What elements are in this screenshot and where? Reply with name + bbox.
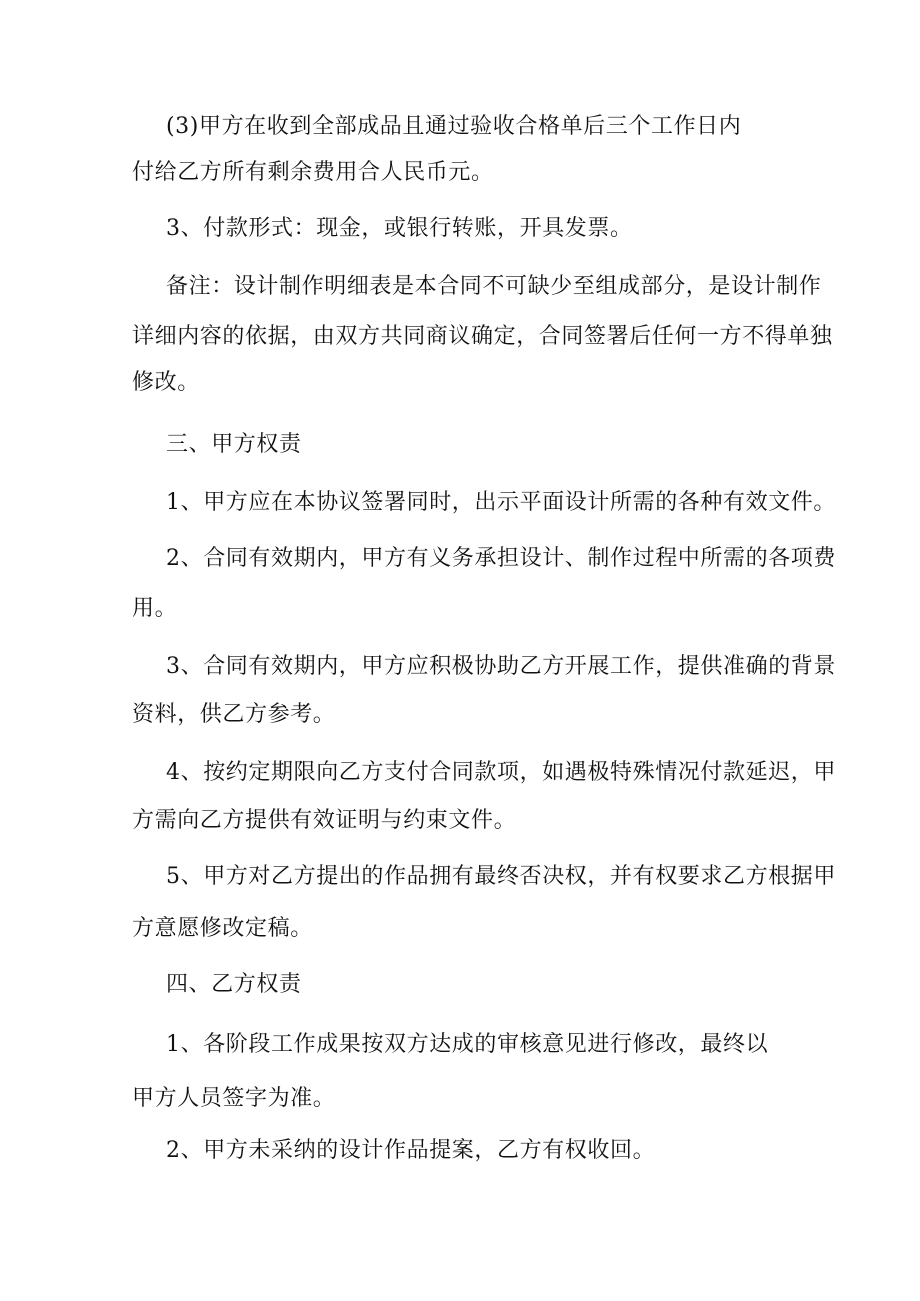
paragraph-line: 修改。 <box>132 370 200 395</box>
paragraph-line: 甲方人员签字为准。 <box>132 1086 336 1111</box>
paragraph-line: 5、甲方对乙方提出的作品拥有最终否决权，并有权要求乙方根据甲 <box>166 864 836 889</box>
paragraph-line: (3)甲方在收到全部成品且通过验收合格单后三个工作日内 <box>166 114 742 139</box>
paragraph-line: 2、甲方未采纳的设计作品提案，乙方有权收回。 <box>166 1138 656 1163</box>
paragraph-line: 2、合同有效期内，甲方有义务承担设计、制作过程中所需的各项费 <box>166 546 836 571</box>
paragraph-line: 1、各阶段工作成果按双方达成的审核意见进行修改，最终以 <box>166 1032 769 1057</box>
paragraph-line: 备注：设计制作明细表是本合同不可缺少至组成部分，是设计制作 <box>166 274 822 299</box>
section-heading: 三、甲方权责 <box>166 432 302 457</box>
paragraph-line: 资料，供乙方参考。 <box>132 702 336 727</box>
paragraph-line: 方需向乙方提供有效证明与约束文件。 <box>132 808 517 833</box>
paragraph-line: 1、甲方应在本协议签署同时，出示平面设计所需的各种有效文件。 <box>166 490 836 515</box>
paragraph-line: 方意愿修改定稿。 <box>132 916 313 941</box>
paragraph-line: 4、按约定期限向乙方支付合同款项，如遇极特殊情况付款延迟，甲 <box>166 760 836 785</box>
paragraph-line: 详细内容的依据，由双方共同商议确定，合同签署后任何一方不得单独 <box>132 324 833 349</box>
paragraph-line: 3、合同有效期内，甲方应积极协助乙方开展工作，提供准确的背景 <box>166 654 836 679</box>
section-heading: 四、乙方权责 <box>166 972 302 997</box>
paragraph-line: 付给乙方所有剩余费用合人民币元。 <box>132 160 494 185</box>
paragraph-line: 用。 <box>132 596 178 621</box>
paragraph-line: 3、付款形式：现金，或银行转账，开具发票。 <box>166 216 633 241</box>
